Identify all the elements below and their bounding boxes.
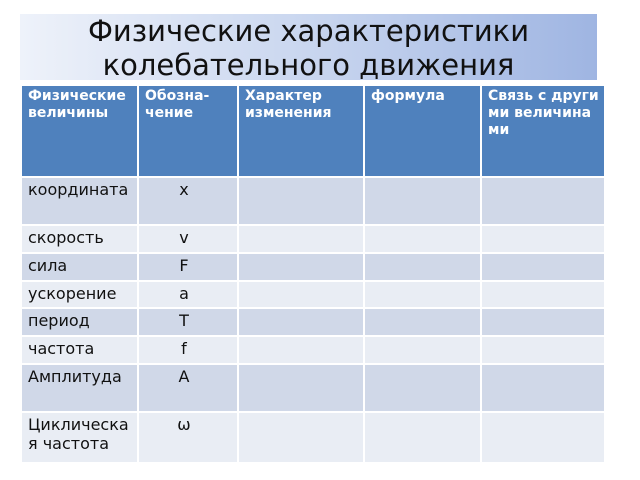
slide-title: Физические характеристики колебательного движения <box>87 14 530 80</box>
table-row <box>21 225 605 253</box>
cell-formula <box>364 336 481 364</box>
cell-change <box>238 364 364 412</box>
cell-relation <box>481 253 605 281</box>
table-row <box>21 308 605 336</box>
cell-symbol: v <box>138 225 238 253</box>
cell-formula <box>364 225 481 253</box>
cell-symbol: f <box>138 336 238 364</box>
table-row <box>21 336 605 364</box>
cell-change <box>238 253 364 281</box>
cell-change <box>238 225 364 253</box>
header-quantity: Физические величины <box>21 85 138 177</box>
cell-relation <box>481 364 605 412</box>
cell-quantity: сила <box>21 253 138 281</box>
cell-change <box>238 336 364 364</box>
header-change: Характер изменения <box>238 85 364 177</box>
table-row <box>21 281 605 308</box>
cell-formula <box>364 364 481 412</box>
slide-title-box <box>20 14 597 80</box>
cell-quantity: Амплитуда <box>21 364 138 412</box>
cell-symbol: a <box>138 281 238 308</box>
cell-relation <box>481 177 605 225</box>
characteristics-table <box>20 84 606 464</box>
cell-relation <box>481 412 605 463</box>
cell-quantity: скорость <box>21 225 138 253</box>
cell-formula <box>364 281 481 308</box>
cell-quantity: Циклическая частота <box>21 412 138 463</box>
header-row <box>21 85 605 177</box>
cell-quantity: координата <box>21 177 138 225</box>
cell-symbol: ω <box>138 412 238 463</box>
table-row <box>21 364 605 412</box>
cell-change <box>238 177 364 225</box>
cell-quantity: частота <box>21 336 138 364</box>
table-row <box>21 412 605 463</box>
cell-symbol: T <box>138 308 238 336</box>
table-row <box>21 177 605 225</box>
cell-relation <box>481 308 605 336</box>
header-relation: Связь с другими величинами <box>481 85 605 177</box>
cell-formula <box>364 412 481 463</box>
cell-relation <box>481 225 605 253</box>
cell-formula <box>364 253 481 281</box>
header-symbol: Обозна-чение <box>138 85 238 177</box>
cell-change <box>238 412 364 463</box>
cell-change <box>238 281 364 308</box>
cell-symbol: A <box>138 364 238 412</box>
cell-quantity: ускорение <box>21 281 138 308</box>
cell-formula <box>364 308 481 336</box>
table-row <box>21 253 605 281</box>
cell-formula <box>364 177 481 225</box>
cell-change <box>238 308 364 336</box>
cell-relation <box>481 281 605 308</box>
cell-quantity: период <box>21 308 138 336</box>
cell-relation <box>481 336 605 364</box>
cell-symbol: F <box>138 253 238 281</box>
cell-symbol: x <box>138 177 238 225</box>
header-formula: формула <box>364 85 481 177</box>
